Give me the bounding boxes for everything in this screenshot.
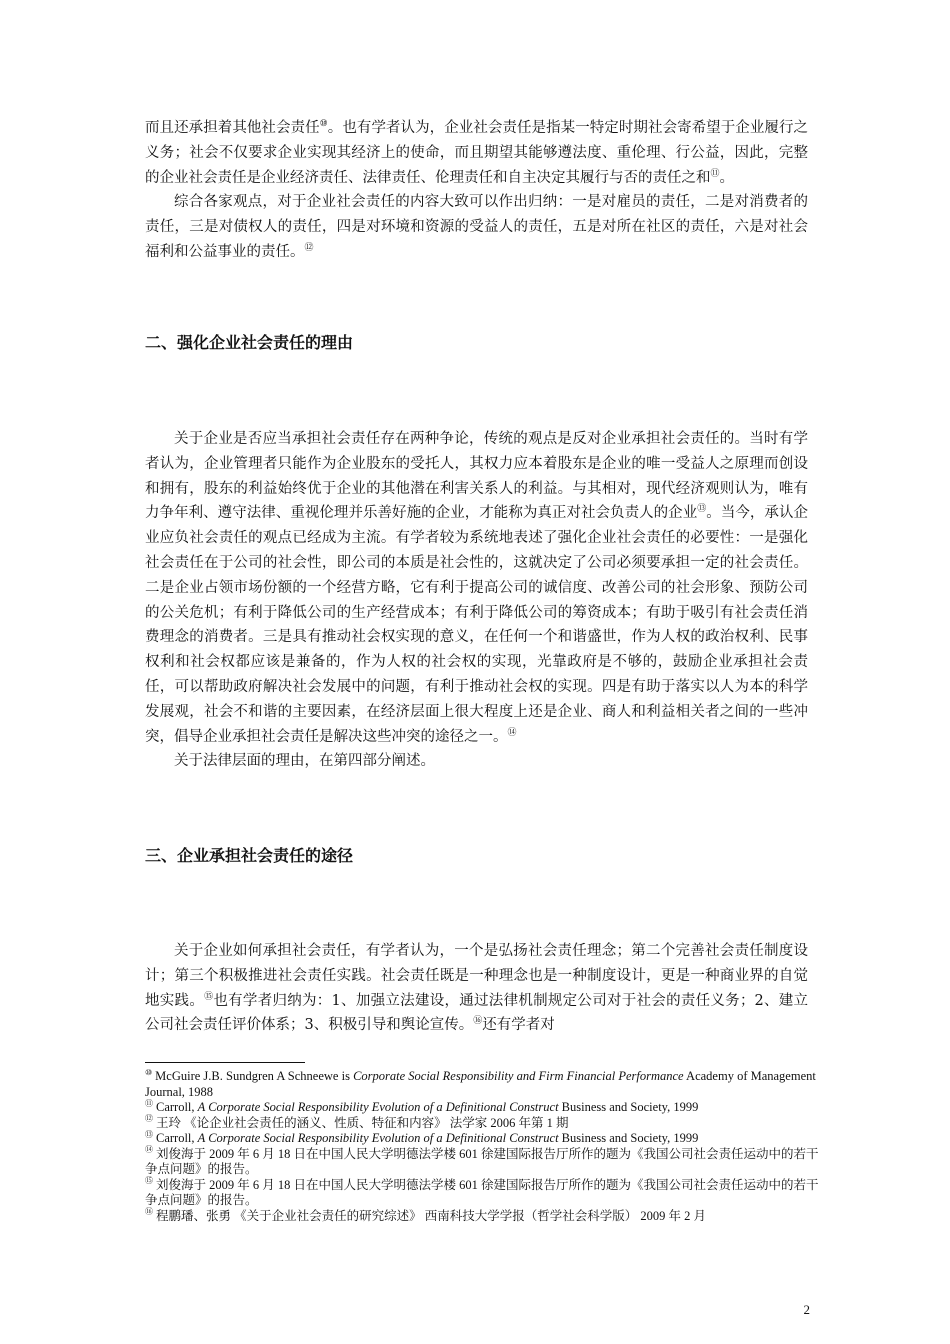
- footnote-ref-14[interactable]: ⑭: [507, 727, 517, 738]
- footnote-item: ⑭ 刘俊海于 2009 年 6 月 18 日在中国人民大学明德法学楼 601 徐建国际报告厅所作的题为《我国公司社会责任运动中的若干争点问题》的报告。: [145, 1145, 819, 1176]
- paragraph-reasons: 关于企业是否应当承担社会责任存在两种争论，传统的观点是反对企业承担社会责任的。当时有学者认为，企业管理者只能作为企业股东的受托人，其权力应本着股东是企业的唯一受益人之原理而创设和拥有，股东的利益始终优于企业的其他潜在利害关系人的利益。与其相对，现代经济观则认为，唯有力争年利、遵守法律、重视伦理并乐善好施的企业，才能称为真正对社会负责人的企业⑬。当今，承认企业应负社会责任的观点已经成为主流。有学者较为系统地表述了强化企业社会责任的必要性：一是强化社会责任在于公司的社会性，即公司的本质是社会性的，这就决定了公司必须要承担一定的社会责任。二是企业占领市场份额的一个经营方略，它有利于提高公司的诚信度、改善公司的社会形象、预防公司的公关危机；有利于降低公司的生产经营成本；有利于降低公司的筹资成本；有助于吸引有社会责任消费理念的消费者。三是具有推动社会权实现的意义，在任何一个和谐盛世，作为人权的政治权利、民事权利和社会权都应该是兼备的，作为人权的社会权的实现，光靠政府是不够的，鼓励企业承担社会责任，可以帮助政府解决社会发展中的问题，有利于推动社会权的实现。四是有助于落实以人为本的科学发展观，社会不和谐的主要因素，在经济层面上很大程度上还是企业、商人和利益相关者之间的一些冲突，倡导企业承担社会责任是解决这些冲突的途径之一。⑭: [145, 431, 808, 745]
- footnote-ref-15[interactable]: ⑮: [204, 991, 214, 1002]
- footnote-ref-11[interactable]: ⑪: [710, 168, 720, 179]
- paragraph-responsibility-definition: 而且还承担着其他社会责任⑩。也有学者认为，企业社会责任是指某一特定时期社会寄希望于企业履行之义务；社会不仅要求企业实现其经济上的使命，而且期望其能够遵法度、重伦理、行公益，因此，完整的企业社会责任是企业经济责任、法律责任、伦理责任和自主决定其履行与否的责任之和⑪。: [145, 119, 809, 186]
- intro-section: [145, 116, 808, 265]
- footnote-item: ⑪ Carroll, A Corporate Social Responsibility Evolution of a Definitional Construct Business and Society, 1999: [145, 1098, 699, 1114]
- footnote-item: ⑮ 刘俊海于 2009 年 6 月 18 日在中国人民大学明德法学楼 601 徐建国际报告厅所作的题为《我国公司社会责任运动中的若干争点问题》的报告。: [145, 1176, 819, 1207]
- paragraph-legal-reasons: 关于法律层面的理由，在第四部分阐述。: [174, 753, 435, 770]
- paragraph-approaches: 关于企业如何承担社会责任，有学者认为，一个是弘扬社会责任理念；第二个完善社会责任制度设计；第三个积极推进社会责任实践。社会责任既是一种理念也是一种制度设计，更是一种商业界的自觉地实践。⑮也有学者归纳为：1、加强立法建设，通过法律机制规定公司对于社会的责任义务；2、建立公司社会责任评价体系；3、积极引导和舆论宣传。⑯还有学者对: [145, 943, 808, 1034]
- footnote-item: ⑫ 王玲 《论企业社会责任的涵义、性质、特征和内容》 法学家 2006 年第 1 期: [145, 1114, 569, 1130]
- approaches-section: [145, 939, 808, 1038]
- footnotes: [145, 1062, 825, 1224]
- paragraph-summary: 综合各家观点，对于企业社会责任的内容大致可以作出归纳：一是对雇员的责任，二是对消费者的责任，三是对债权人的责任，四是对环境和资源的受益人的责任，五是对所在社区的责任，六是对社会福利和公益事业的责任。⑫: [145, 194, 808, 260]
- footnote-item: ⑩ McGuire J.B. Sundgren A Schneewe is Corporate Social Responsibility and Firm Financial Performance Academy of Management Journal, 1988: [145, 1067, 816, 1099]
- reasons-section: [145, 427, 808, 774]
- page-number: 2: [803, 1302, 810, 1317]
- footnote-divider: [145, 1062, 305, 1063]
- footnote-ref-10[interactable]: ⑩: [319, 119, 328, 130]
- footnote-ref-16[interactable]: ⑯: [473, 1016, 483, 1027]
- footnote-item: ⑬ Carroll, A Corporate Social Responsibility Evolution of a Definitional Construct Business and Society, 1999: [145, 1129, 699, 1145]
- footnote-ref-12[interactable]: ⑫: [304, 243, 314, 254]
- section-heading-3: 三、企业承担社会责任的途径: [145, 846, 354, 865]
- footnote-item: ⑯ 程鹏璠、张勇 《关于企业社会责任的研究综述》 西南科技大学学报（哲学社会科学版） 2009 年 2 月: [145, 1207, 707, 1223]
- footnote-ref-13[interactable]: ⑬: [697, 504, 707, 515]
- section-heading-2: 二、强化企业社会责任的理由: [145, 333, 354, 352]
